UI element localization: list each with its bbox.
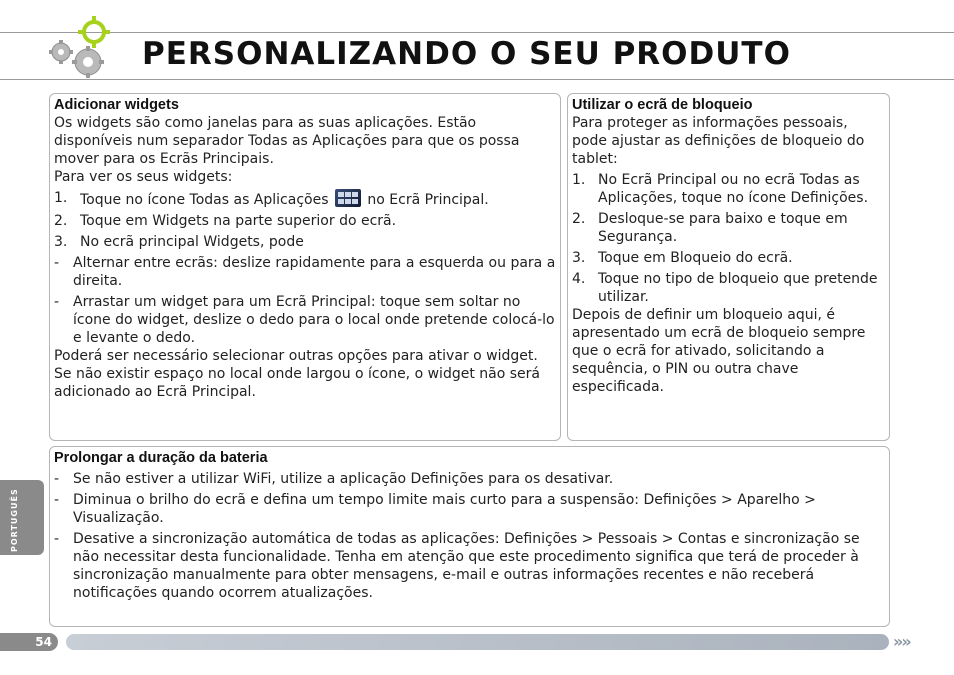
lock-screen-section (567, 93, 890, 441)
widgets-note-2: Se não existir espaço no local onde largou o ícone, o widget não será adicionado ao Ecrã Principal. (54, 366, 540, 400)
lock-outro: Depois de definir um bloqueio aqui, é apresentado um ecrã de bloqueio sempre que o ecrã for ativado, solicitando a sequência, o PIN ou outra chave especificada. (572, 307, 866, 395)
list-item: 1. No Ecrã Principal ou no ecrã Todas as Aplicações, toque no ícone Definições. (572, 172, 869, 206)
list-item: 3. No ecrã principal Widgets, pode (54, 234, 304, 250)
list-item: - Arrastar um widget para um Ecrã Principal: toque sem soltar no ícone do widget, deslize o dedo para o local onde pretende colocá-lo e levante o dedo. (54, 294, 555, 346)
page-title: PERSONALIZANDO O SEU PRODUTO (142, 36, 791, 72)
header-top-rule (0, 32, 954, 33)
lock-intro: Para proteger as informações pessoais, pode ajustar as definições de bloqueio do tablet: (572, 115, 865, 167)
list-item: 3. Toque em Bloqueio do ecrã. (572, 250, 793, 266)
widgets-note-1: Poderá ser necessário selecionar outras opções para ativar o widget. (54, 348, 538, 364)
widgets-intro: Os widgets são como janelas para as suas aplicações. Estão disponíveis num separador Todas as Aplicações para que os possa mover para os Ecrãs Principais. (54, 115, 520, 167)
list-item: - Se não estiver a utilizar WiFi, utilize a aplicação Definições para os desativar. (54, 471, 614, 487)
widgets-section (49, 93, 561, 441)
footer-bar (66, 634, 889, 650)
battery-heading: Prolongar a duração da bateria (54, 450, 268, 466)
language-tab (0, 480, 44, 555)
lock-heading: Utilizar o ecrã de bloqueio (572, 97, 753, 113)
header-bottom-rule (0, 79, 954, 80)
language-label: PORTUGUÊS (10, 488, 19, 552)
widgets-steps (54, 189, 556, 251)
widgets-lead: Para ver os seus widgets: (54, 169, 233, 185)
battery-bullets (54, 470, 875, 602)
list-item: 4. Toque no tipo de bloqueio que pretende utilizar. (572, 271, 878, 305)
widgets-bullets (54, 254, 556, 347)
list-item: - Desative a sincronização automática de todas as aplicações: Definições > Pessoais > Contas e sincronização se não necessitar desta funcionalidade. Tenha em atenção que este procedimento significa que terá de proceder à sincronização manualmente para obter mensagens, e-mail e outras informações recentes e não receberá notificações quando ocorrem atualizações. (54, 531, 860, 601)
lock-steps (572, 171, 886, 306)
page-number: 54 (0, 633, 58, 651)
list-item: 2. Toque em Widgets na parte superior do ecrã. (54, 213, 397, 229)
battery-section (49, 446, 890, 627)
list-item: 2. Desloque-se para baixo e toque em Segurança. (572, 211, 848, 245)
list-item: - Alternar entre ecrãs: deslize rapidamente para a esquerda ou para a direita. (54, 255, 556, 289)
gears-icon (44, 10, 116, 82)
chevrons-icon: »» (893, 632, 910, 651)
list-item: - Diminua o brilho do ecrã e defina um tempo limite mais curto para a suspensão: Definições > Aparelho > Visualização. (54, 492, 816, 526)
widgets-heading: Adicionar widgets (54, 97, 179, 113)
all-apps-icon (335, 189, 361, 207)
list-item: 1. Toque no ícone Todas as Aplicações no Ecrã Principal. (54, 190, 489, 208)
